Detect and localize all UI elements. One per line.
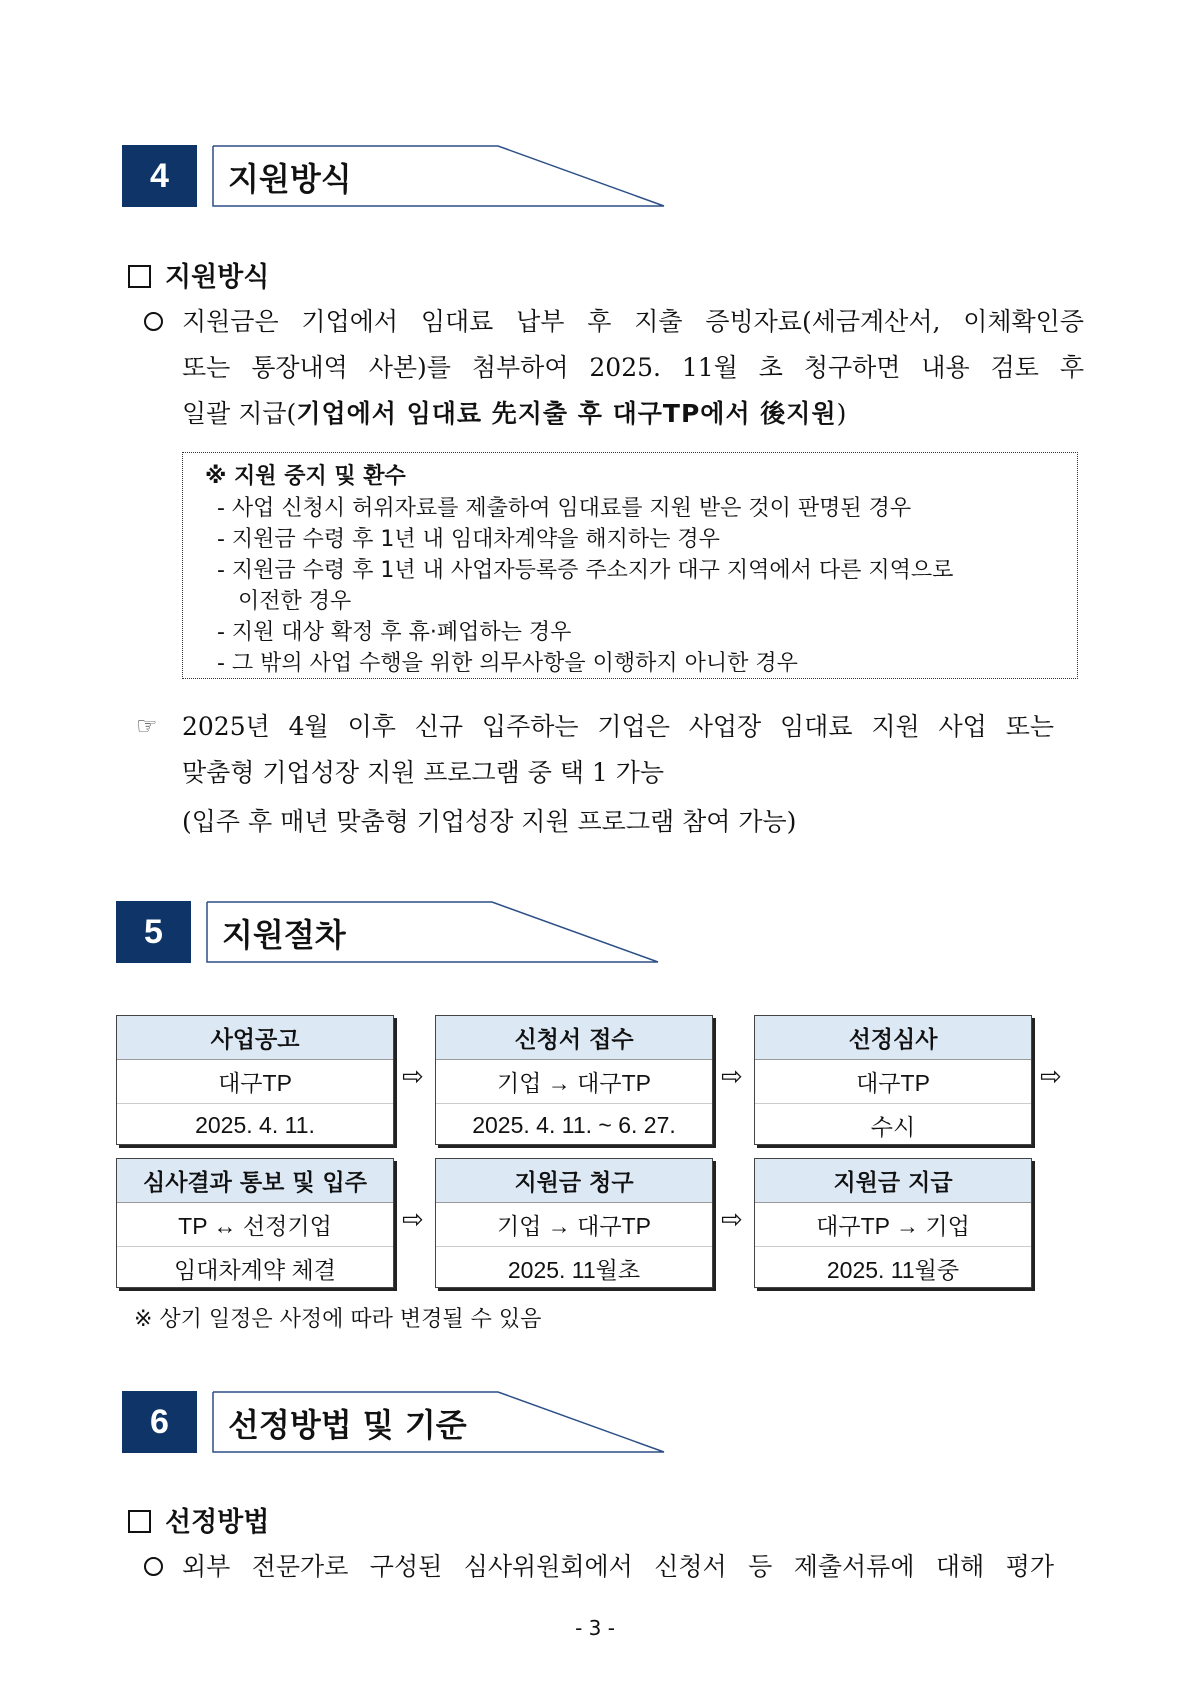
reference-note-line-2: 맞춤형 기업성장 지원 프로그램 중 택 1 가능 [182, 758, 665, 787]
step-title: 선정심사 [755, 1016, 1031, 1060]
notice-item: 이전한 경우 [238, 589, 352, 614]
procedure-step-2 [435, 1015, 713, 1145]
step-date: 수시 [870, 1113, 916, 1140]
procedure-step-5 [435, 1158, 713, 1288]
step-date: 2025. 4. 11. ~ 6. 27. [472, 1111, 676, 1138]
section-number-5: 5 [116, 901, 191, 963]
step-actor: 대구TP [755, 1060, 1031, 1104]
section-title-box-4 [212, 145, 667, 207]
subheading-selection-method: 선정방법 [128, 1500, 269, 1539]
arrow-right-icon: ⇨ [1040, 1062, 1062, 1092]
step-actor: 기업 → 대구TP [436, 1203, 712, 1247]
section-number-4: 4 [122, 145, 197, 207]
square-bullet-icon [128, 1510, 151, 1533]
arrow-right-icon: ⇨ [402, 1062, 424, 1092]
step-title: 사업공고 [117, 1016, 393, 1060]
notice-item: - 그 밖의 사업 수행을 위한 의무사항을 이행하지 아니한 경우 [217, 651, 798, 676]
square-bullet-icon [128, 265, 151, 288]
section-title-6: 선정방법 및 기준 [228, 1406, 467, 1444]
step-date: 2025. 11월중 [826, 1256, 960, 1283]
section-number-6: 6 [122, 1391, 197, 1453]
step-date: 2025. 11월초 [507, 1256, 641, 1283]
circle-bullet-icon [144, 312, 163, 331]
section-title-box-6 [212, 1391, 667, 1453]
procedure-step-3 [754, 1015, 1032, 1145]
procedure-step-6 [754, 1158, 1032, 1288]
step-title: 지원금 지급 [755, 1159, 1031, 1203]
procedure-note: ※ 상기 일정은 사정에 따라 변경될 수 있음 [134, 1307, 542, 1332]
step-date: 2025. 4. 11. [195, 1111, 315, 1138]
section-title-5: 지원절차 [222, 916, 346, 954]
notice-box [182, 452, 1078, 679]
support-method-emphasis: 기업에서 임대료 先지출 후 대구TP에서 後지원 [296, 399, 837, 428]
notice-item: - 지원금 수령 후 1년 내 사업자등록증 주소지가 대구 지역에서 다른 지역으로 [217, 558, 954, 583]
pointing-hand-icon: ☞ [136, 712, 158, 740]
section-title-4: 지원방식 [228, 160, 352, 198]
arrow-right-icon: ⇨ [721, 1205, 743, 1235]
selection-method-line-1: 외부 전문가로 구성된 심사위원회에서 신청서 등 제출서류에 대해 평가 [182, 1552, 1054, 1581]
arrow-right-icon: ⇨ [721, 1062, 743, 1092]
circle-bullet-icon [144, 1557, 163, 1576]
notice-title: ※ 지원 중지 및 환수 [205, 464, 406, 489]
step-actor: 대구TP → 기업 [755, 1203, 1031, 1247]
procedure-step-4 [116, 1158, 394, 1288]
arrow-right-icon: ⇨ [402, 1205, 424, 1235]
step-title: 신청서 접수 [436, 1016, 712, 1060]
step-actor: 대구TP [117, 1060, 393, 1104]
step-actor: 기업 → 대구TP [436, 1060, 712, 1104]
support-method-line-2: 또는 통장내역 사본)를 첨부하여 2025. 11월 초 청구하면 내용 검토 후 [182, 353, 1084, 382]
step-date: 임대차계약 체결 [174, 1256, 336, 1283]
subheading-support-method: 지원방식 [128, 255, 269, 294]
procedure-step-1 [116, 1015, 394, 1145]
notice-item: - 사업 신청시 허위자료를 제출하여 임대료를 지원 받은 것이 판명된 경우 [217, 496, 912, 521]
section-title-box-5 [206, 901, 661, 963]
reference-note-line-3: (입주 후 매년 맞춤형 기업성장 지원 프로그램 참여 가능) [182, 807, 797, 836]
support-method-line-1: 지원금은 기업에서 임대료 납부 후 지출 증빙자료(세금계산서, 이체확인증 [182, 307, 1084, 336]
support-method-line-3: 일괄 지급(기업에서 임대료 先지출 후 대구TP에서 後지원) [182, 399, 847, 428]
page-number: - 3 - [575, 1616, 615, 1640]
notice-item: - 지원 대상 확정 후 휴·폐업하는 경우 [217, 620, 572, 645]
step-title: 지원금 청구 [436, 1159, 712, 1203]
step-actor: TP ↔ 선정기업 [117, 1203, 393, 1247]
step-title: 심사결과 통보 및 입주 [117, 1159, 393, 1203]
reference-note-line-1: 2025년 4월 이후 신규 입주하는 기업은 사업장 임대료 지원 사업 또는 [182, 712, 1054, 741]
notice-item: - 지원금 수령 후 1년 내 임대차계약을 해지하는 경우 [217, 527, 720, 552]
